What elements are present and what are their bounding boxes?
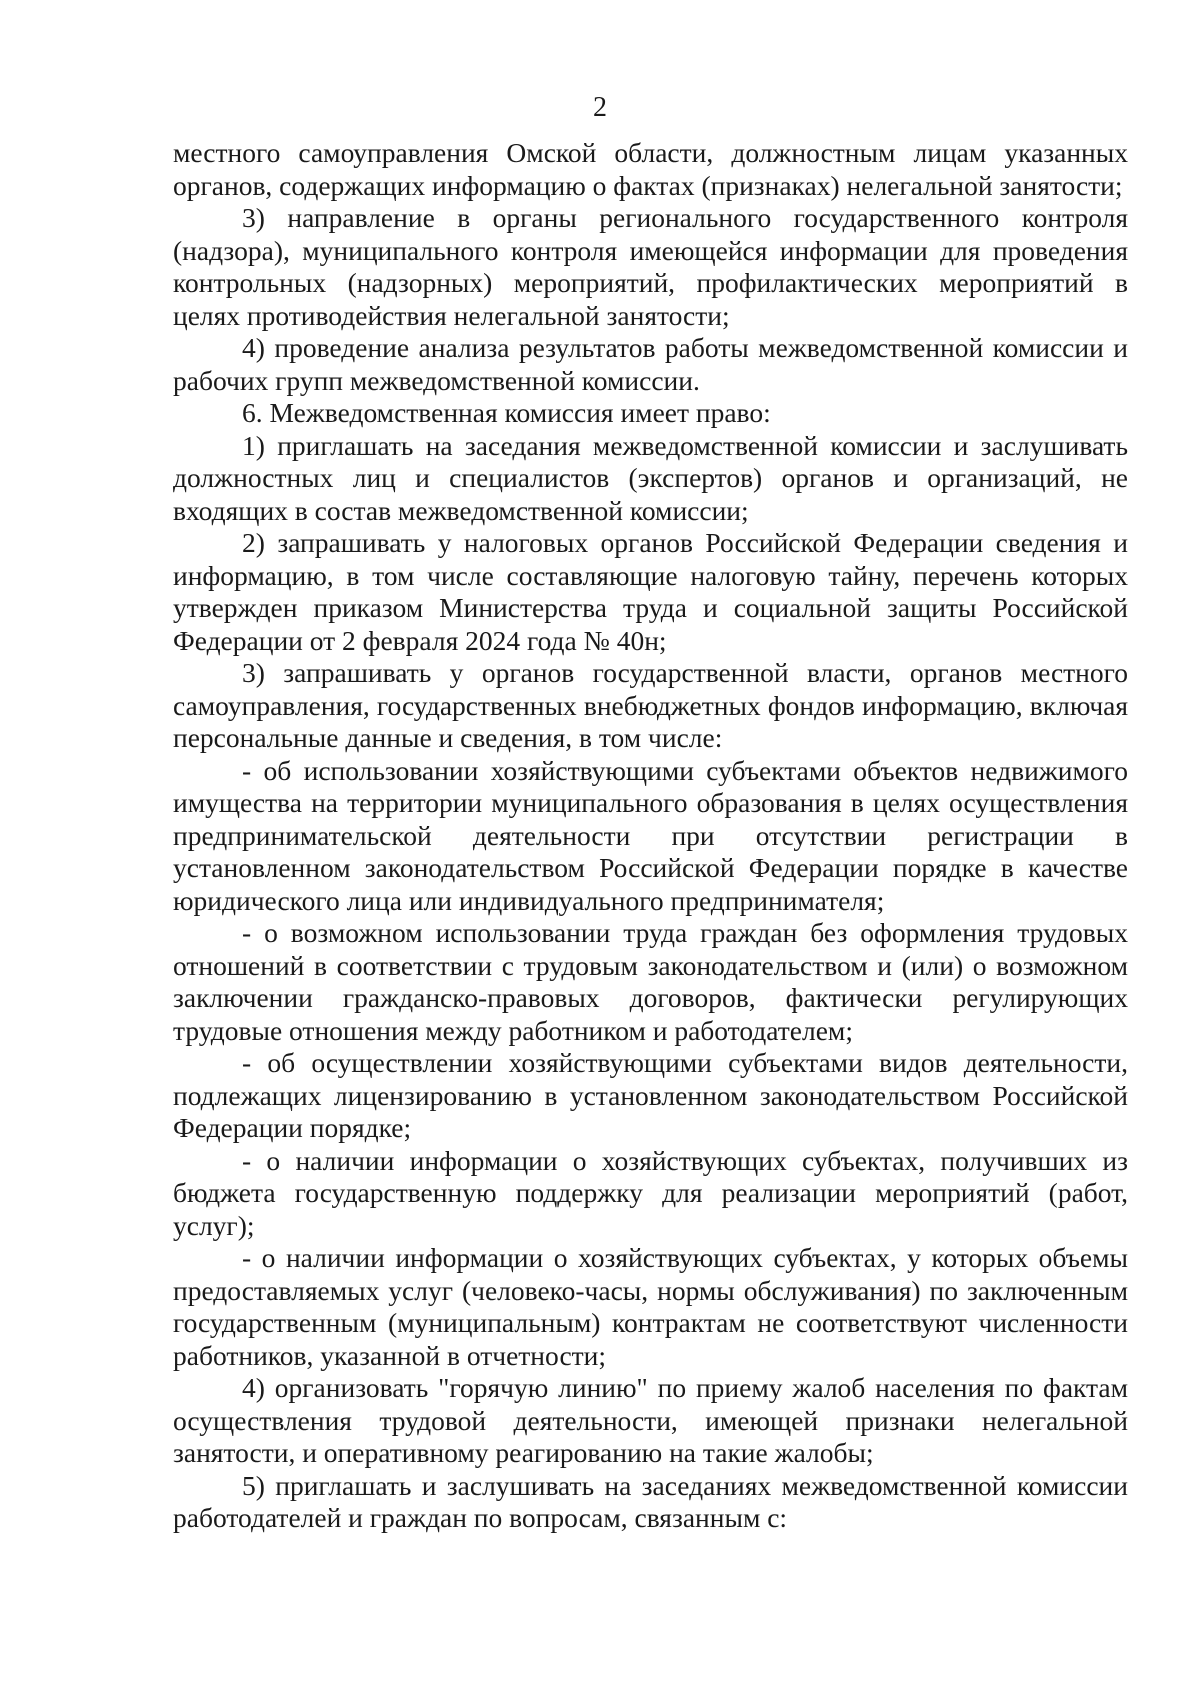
bullet-state-support: - о наличии информации о хозяйствующих субъектах, получивших из бюджета государственную поддержку для реализации мероприятий (работ, услуг); [173,1144,1128,1241]
bullet-licensed-activity: - об осуществлении хозяйствующими субъектами видов деятельности, подлежащих лицензированию в установленном законодательством Российской Федерации порядке; [173,1047,1128,1143]
paragraph-right-5-hearing: 5) приглашать и заслушивать на заседаниях межведомственной комиссии работодателей и граждан по вопросам, связанным с: [173,1469,1128,1533]
section-6-heading: 6. Межведомственная комиссия имеет право: [242,397,771,428]
paragraph-right-1-invite: 1) приглашать на заседания межведомственной комиссии и заслушивать должностных лиц и специалистов (экспертов) органов и организаций, не входящих в состав межведомственной комиссии; [173,429,1128,526]
paragraph-item-3-referral: 3) направление в органы регионального государственного контроля (надзора), муниципального контроля имеющейся информации для проведения контрольных (надзорных) мероприятий, профилактических мероприятий в целях противодействия нелегальной занятости; [173,202,1128,331]
paragraph-right-2-tax-request: 2) запрашивать у налоговых органов Российской Федерации сведения и информацию, в том числе составляющие налоговую тайну, перечень которых утвержден приказом Министерства труда и социальной защиты Российской Федерации от 2 февраля 2024 года № 40н; [173,527,1128,656]
bullet-service-volumes: - о наличии информации о хозяйствующих субъектах, у которых объемы предоставляемых услуг (человеко-часы, нормы обслуживания) по заключенным государственным (муниципальным) контрактам не соответствуют численности работников, указанной в отчетности; [173,1242,1128,1371]
paragraph-right-4-hotline: 4) организовать "горячую линию" по приему жалоб населения по фактам осуществления трудовой деятельности, имеющей признаки нелегальной занятости, и оперативному реагированию на такие жалобы; [173,1372,1128,1468]
bullet-real-estate-use: - об использовании хозяйствующими субъектами объектов недвижимого имущества на территории муниципального образования в целях осуществления предпринимательской деятельности при отсутствии регистрации в установленном законодательством Российской Федерации порядке в качестве юридического лица или индивидуального предпринимателя; [173,754,1128,916]
page-number: 2 [593,92,607,123]
paragraph-item-4-analysis: 4) проведение анализа результатов работы межведомственной комиссии и рабочих групп межведомственной комиссии. [173,332,1128,396]
document-body [173,137,1128,1535]
bullet-labor-without-contract: - о возможном использовании труда граждан без оформления трудовых отношений в соответствии с трудовым законодательством и (или) о возможном заключении гражданско-правовых договоров, фактически регулирующих трудовые отношения между работником и работодателем; [173,917,1128,1046]
paragraph-continuation: местного самоуправления Омской области, должностным лицам указанных органов, содержащих информацию о фактах (признаках) нелегальной занятости; [173,137,1128,201]
paragraph-right-3-request: 3) запрашивать у органов государственной власти, органов местного самоуправления, государственных внебюджетных фондов информацию, включая персональные данные и сведения, в том числе: [173,657,1128,753]
